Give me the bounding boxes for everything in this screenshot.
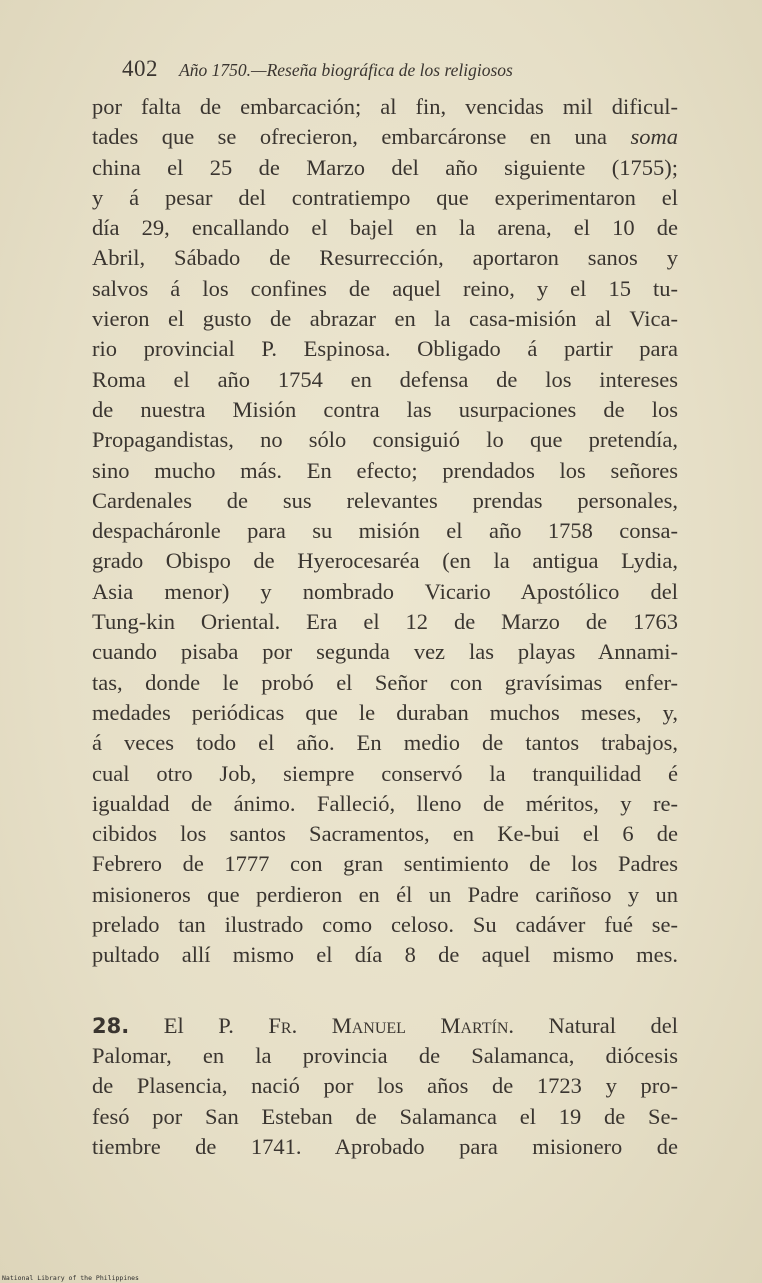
text-line [92, 122, 678, 152]
text-line: china el 25 de Marzo del año siguiente (1755); [92, 154, 678, 180]
text-line: de Plasencia, nació por los años de 1723 y pro- [92, 1073, 678, 1099]
text-line: misioneros que perdieron en él un Padre cariñoso y un [92, 881, 678, 907]
text-line: sino mucho más. En efecto; prendados los señores [92, 457, 678, 483]
page-header [122, 56, 682, 90]
footer-credit: National Library of the Philippines [2, 1274, 139, 1282]
text-line: Febrero de 1777 con gran sentimiento de los Padres [92, 851, 678, 877]
text-line: medades periódicas que le duraban muchos meses, y, [92, 699, 678, 725]
entry-heading-line [92, 1011, 678, 1041]
text-line: despacháronle para su misión el año 1758 consa- [92, 518, 678, 544]
text-line: Cardenales de sus relevantes prendas personales, [92, 487, 678, 513]
body-text [92, 92, 678, 1162]
text-line: día 29, encallando el bajel en la arena, el 10 de [92, 215, 678, 241]
text-line: prelado tan ilustrado como celoso. Su cadáver fué se- [92, 912, 678, 938]
text-line: salvos á los confines de aquel reino, y el 15 tu- [92, 275, 678, 301]
entry-number: 28. [92, 1013, 130, 1038]
text-line: rio provincial P. Espinosa. Obligado á partir para [92, 336, 678, 362]
text-line: Propagandistas, no sólo consiguió lo que pretendía, [92, 427, 678, 453]
text-line: grado Obispo de Hyerocesaréa (en la antigua Lydia, [92, 548, 678, 574]
text-line: fesó por San Esteban de Salamanca el 19 de Se- [92, 1103, 678, 1129]
text-line: Abril, Sábado de Resurrección, aportaron sanos y [92, 245, 678, 271]
text-line: Asia menor) y nombrado Vicario Apostólico del [92, 578, 678, 604]
text-line: tiembre de 1741. Aprobado para misionero de [92, 1133, 678, 1159]
text-line-part: tades que se ofrecieron, embarcáronse en una [92, 124, 631, 150]
text-line: á veces todo el año. En medio de tantos trabajos, [92, 730, 678, 756]
text-line: por falta de embarcación; al fin, vencidas mil dificul- [92, 94, 678, 119]
text-line: cuando pisaba por segunda vez las playas Annami- [92, 639, 678, 665]
text-line: cual otro Job, siempre conservó la tranquilidad é [92, 760, 678, 786]
text-line: Tung-kin Oriental. Era el 12 de Marzo de 1763 [92, 609, 678, 635]
text-line: de nuestra Misión contra las usurpaciones de los [92, 396, 678, 422]
text-line: vieron el gusto de abrazar en la casa-misión al Vica- [92, 306, 678, 332]
entry-title-name: Fr. Manuel Martín [268, 1012, 509, 1038]
text-line: igualdad de ánimo. Falleció, lleno de méritos, y re- [92, 790, 678, 816]
entry-title-prefix: El P. [129, 1012, 269, 1038]
text-line: y á pesar del contratiempo que experimentaron el [92, 184, 678, 210]
entry-line-rest: . Natural del [508, 1012, 678, 1038]
text-line: tas, donde le probó el Señor con gravísimas enfer- [92, 669, 678, 695]
text-line: Palomar, en la provincia de Salamanca, diócesis [92, 1042, 678, 1068]
paragraph-gap [92, 971, 678, 1011]
running-head: Año 1750.—Reseña biográfica de los religiosos [179, 60, 513, 80]
text-line: Roma el año 1754 en defensa de los intereses [92, 366, 678, 392]
text-line: pultado allí mismo el día 8 de aquel mismo mes. [92, 942, 678, 968]
text-line: cibidos los santos Sacramentos, en Ke-bui el 6 de [92, 821, 678, 847]
italic-term: soma [630, 124, 678, 150]
page-number: 402 [122, 56, 158, 81]
